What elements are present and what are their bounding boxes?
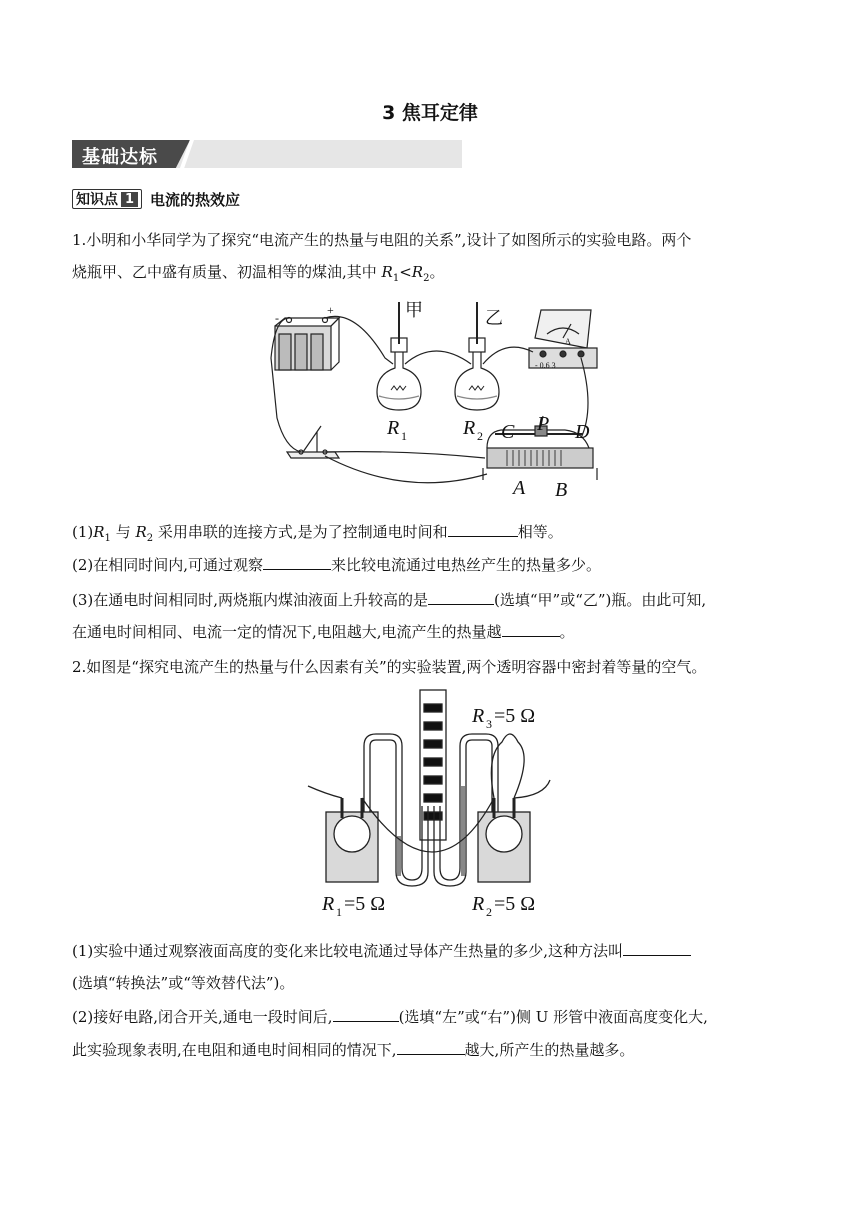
label-yi: 乙 <box>485 308 503 328</box>
label-c: C <box>501 421 515 443</box>
q1-part2: (2)在相同时间内,可通过观察 来比较电流通过电热丝产生的热量多少。 <box>72 556 602 574</box>
q1-circuit-figure <box>265 298 605 504</box>
label-meter-a: A <box>565 337 571 346</box>
label-a: A <box>513 477 526 499</box>
label-b: B <box>555 479 568 501</box>
label-r3: R <box>472 705 485 727</box>
label-r3-sub: 3 <box>486 717 492 731</box>
q1-part3-blank2[interactable] <box>502 621 560 637</box>
q1-part3-line2: 在通电时间相同、电流一定的情况下,电阻越大,电流产生的热量越 。 <box>72 623 575 641</box>
label-r1: R <box>322 893 335 915</box>
label-d: D <box>575 421 590 443</box>
label-r2-value: =5 Ω <box>494 893 536 915</box>
label-minus: - <box>275 311 279 325</box>
label-p: P <box>537 413 550 435</box>
knowledge-point-badge <box>72 189 142 209</box>
q2-part1-line1: (1)实验中通过观察液面高度的变化来比较电流通过导体产生热量的多少,这种方法叫 <box>72 940 802 962</box>
q1-part3-blank1[interactable] <box>428 589 494 605</box>
label-meter-scale: - 0.6 3 <box>535 361 556 370</box>
label-r3-value: =5 Ω <box>494 705 536 727</box>
q2-part2-blank2[interactable] <box>397 1039 465 1055</box>
ammeter-icon <box>529 310 597 368</box>
q2-apparatus-figure <box>306 686 556 918</box>
q2-part2-line2: 此实验现象表明,在电阻和通电时间相同的情况下, 越大,所产生的热量越多。 <box>72 1041 635 1059</box>
ruler-icon <box>420 690 446 840</box>
section-banner-label: 基础达标 <box>82 147 158 168</box>
q2-part2-line1: (2)接好电路,闭合开关,通电一段时间后, (选填“左”或“右”)侧 U 形管中液面高度变化大, <box>72 1008 708 1026</box>
knowledge-point-label: 知识点 <box>76 192 118 208</box>
label-plus: + <box>327 303 334 317</box>
page-title: 3 焦耳定律 <box>382 102 478 124</box>
knowledge-point-topic: 电流的热效应 <box>150 190 241 209</box>
q2-part1-line2: (选填“转换法”或“等效替代法”)。 <box>72 974 295 992</box>
q2-stem: 2.如图是“探究电流产生的热量与什么因素有关”的实验装置,两个透明容器中密封着等量的空气。 <box>72 658 707 676</box>
q2-part1-blank[interactable] <box>623 940 691 956</box>
label-r2: R <box>463 417 476 439</box>
label-r1: R <box>387 417 400 439</box>
q1-part2-blank[interactable] <box>263 554 331 570</box>
right-container-icon <box>478 734 530 882</box>
q1-stem-line2: 烧瓶甲、乙中盛有质量、初温相等的煤油,其中 $R_1<R_2$。 <box>72 263 445 284</box>
q1-stem-line1: 1.小明和小华同学为了探究“电流产生的热量与电阻的关系”,设计了如图所示的实验电路。两个 <box>72 231 692 249</box>
label-jia: 甲 <box>405 300 423 320</box>
label-r2-sub: 2 <box>477 429 483 443</box>
knowledge-point-heading <box>72 188 240 210</box>
label-r1-sub: 1 <box>336 905 342 918</box>
switch-icon <box>287 426 339 458</box>
q1-part3-line1: (3)在通电时间相同时,两烧瓶内煤油液面上升较高的是 (选填“甲”或“乙”)瓶。由此可知, <box>72 591 707 609</box>
label-r2-sub: 2 <box>486 905 492 918</box>
label-r2: R <box>472 893 485 915</box>
q1-part1: $(1)R_1$ 与 $R_2$ 采用串联的连接方式,是为了控制通电时间和 相等。 <box>72 523 563 544</box>
section-banner <box>72 140 462 168</box>
q2-part2-blank1[interactable] <box>333 1006 399 1022</box>
label-r1-value: =5 Ω <box>344 893 386 915</box>
knowledge-point-number: 1 <box>121 192 138 207</box>
q1-part1-blank[interactable] <box>448 521 518 537</box>
battery-icon <box>275 318 339 371</box>
label-r1-sub: 1 <box>401 429 407 443</box>
